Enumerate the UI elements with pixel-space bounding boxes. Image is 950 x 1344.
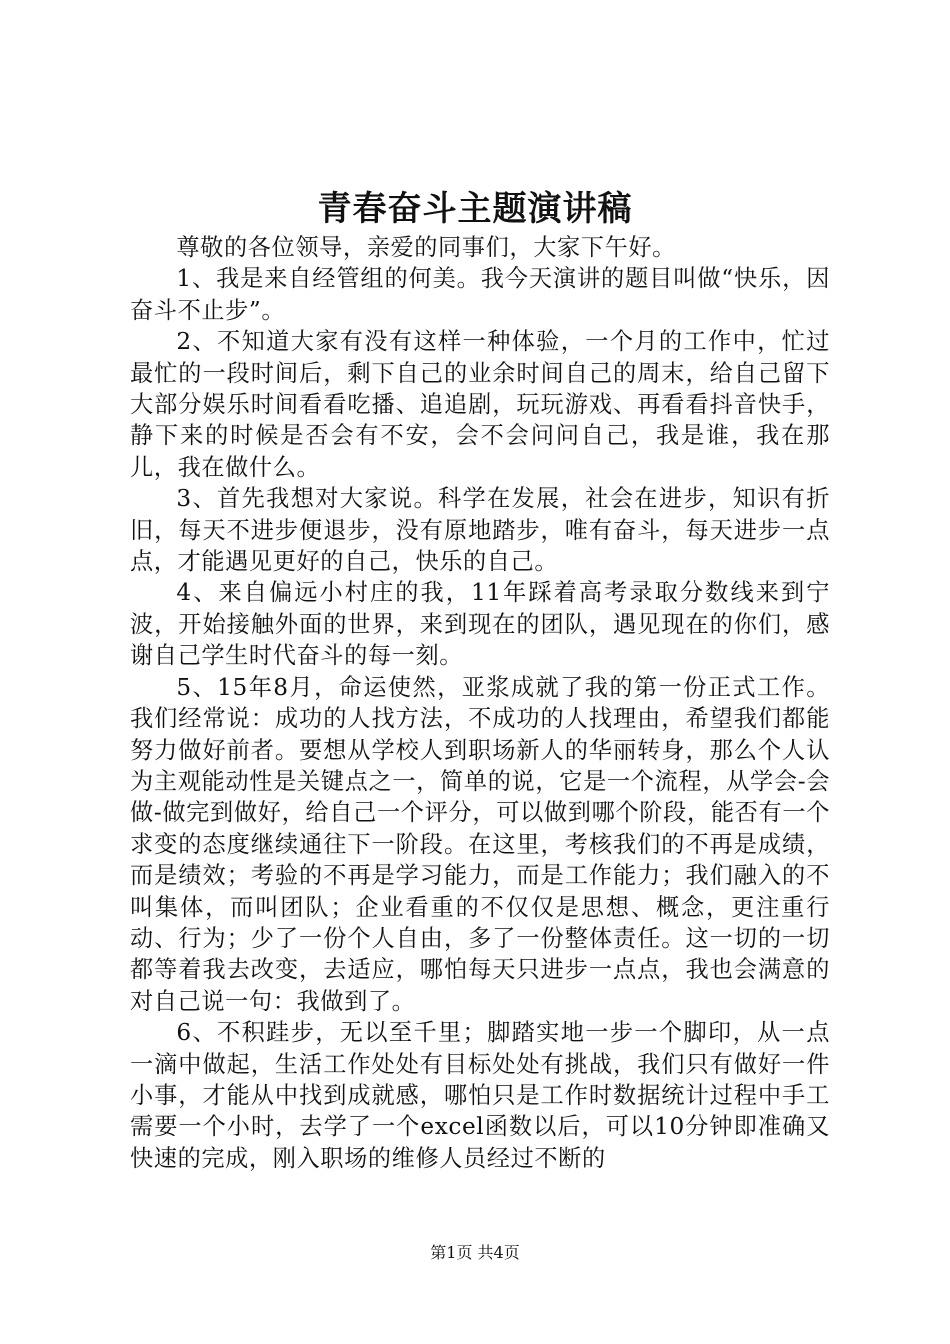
paragraph-5: 5、15年8月，命运使然，亚浆成就了我的第一份正式工作。我们经常说：成功的人找方法，不成功的人找理由，希望我们都能努力做好前者。要想从学校人到职场新人的华丽转身，那么个人认为主观能动性是关键点之一，简单的说，它是一个流程，从学会-会做-做完到做好，给自己一个评分，可以做到哪个阶段，能否有一个求变的态度继续通往下一阶段。在这里，考核我们的不再是成绩，而是绩效；考验的不再是学习能力，而是工作能力；我们融入的不叫集体，而叫团队；企业看重的不仅仅是思想、概念，更注重行动、行为；少了一份个人自由，多了一份整体责任。这一切的一切都等着我去改变，去适应，哪怕每天只进步一点点，我也会满意的对自己说一句：我做到了。 [130, 673, 830, 1015]
document-body [130, 232, 830, 1174]
paragraph-6: 6、不积跬步，无以至千里；脚踏实地一步一个脚印，从一点一滴中做起，生活工作处处有目标处处有挑战，我们只有做好一件小事，才能从中找到成就感，哪怕只是工作时数据统计过程中手工需要一个小时，去学了一个excel函数以后，可以10分钟即准确又快速的完成，刚入职场的维修人员经过不断的 [130, 1019, 830, 1172]
paragraph-4: 4、来自偏远小村庄的我，11年踩着高考录取分数线来到宁波，开始接触外面的世界，来到现在的团队，遇见现在的你们，感谢自己学生时代奋斗的每一刻。 [130, 579, 830, 670]
paragraph-2: 2、不知道大家有没有这样一种体验，一个月的工作中，忙过最忙的一段时间后，剩下自己的业余时间自己的周末，给自己留下大部分娱乐时间看看吃播、追追剧，玩玩游戏、再看看抖音快手，静下来的时候是否会有不安，会不会问问自己，我是谁，我在那儿，我在做什么。 [130, 328, 830, 481]
document-title: 青春奋斗主题演讲稿 [317, 189, 633, 229]
page-footer: 第1页 共4页 [430, 1243, 520, 1262]
paragraph-1: 1、我是来自经管组的何美。我今天演讲的题目叫做“快乐，因奋斗不止步”。 [130, 265, 830, 324]
paragraph-3: 3、首先我想对大家说。科学在发展，社会在进步，知识有折旧，每天不进步便退步，没有原地踏步，唯有奋斗，每天进步一点点，才能遇见更好的自己，快乐的自己。 [130, 485, 830, 576]
paragraph-greeting: 尊敬的各位领导，亲爱的同事们，大家下午好。 [176, 234, 676, 261]
